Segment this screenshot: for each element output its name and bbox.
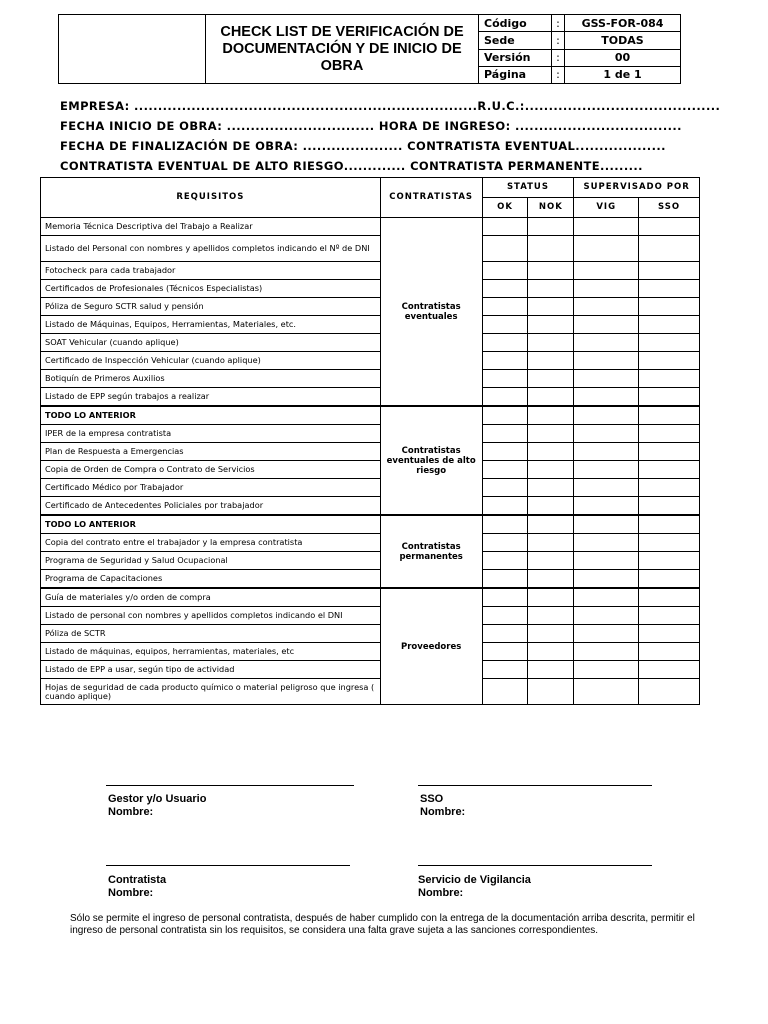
requisito-cell: Certificado Médico por Trabajador [41, 479, 381, 497]
sso-checkbox-cell[interactable] [639, 236, 700, 262]
nok-checkbox-cell[interactable] [528, 497, 574, 516]
table-row [41, 298, 700, 316]
version-value: 00 [565, 49, 681, 66]
table-row [41, 352, 700, 370]
ok-checkbox-cell[interactable] [482, 316, 528, 334]
requisito-cell: Plan de Respuesta a Emergencias [41, 443, 381, 461]
sso-checkbox-cell[interactable] [639, 607, 700, 625]
nok-checkbox-cell[interactable] [528, 388, 574, 407]
requisito-cell: Listado de personal con nombres y apellidos completos indicando el DNI [41, 607, 381, 625]
sso-checkbox-cell[interactable] [639, 588, 700, 607]
table-row [41, 625, 700, 643]
vig-checkbox-cell[interactable] [574, 515, 639, 534]
table-row [41, 643, 700, 661]
pagina-colon: : [552, 66, 565, 83]
vig-checkbox-cell[interactable] [574, 388, 639, 407]
vig-checkbox-cell[interactable] [574, 497, 639, 516]
gestor-label: Gestor y/o Usuario [108, 793, 207, 805]
vig-checkbox-cell[interactable] [574, 262, 639, 280]
fecha-inicio-field[interactable]: FECHA INICIO DE OBRA: ............................... HORA DE INGRESO: ................................... [60, 119, 682, 133]
requisito-cell: Copia de Orden de Compra o Contrato de Servicios [41, 461, 381, 479]
ok-checkbox-cell[interactable] [482, 370, 528, 388]
codigo-colon: : [552, 15, 565, 32]
vig-checkbox-cell[interactable] [574, 443, 639, 461]
nok-checkbox-cell[interactable] [528, 370, 574, 388]
signature-gestor [108, 793, 206, 819]
sso-checkbox-cell[interactable] [639, 497, 700, 516]
nok-checkbox-cell[interactable] [528, 334, 574, 352]
ok-checkbox-cell[interactable] [482, 570, 528, 589]
form-fields [60, 96, 720, 176]
table-row [41, 679, 700, 705]
vig-checkbox-cell[interactable] [574, 461, 639, 479]
sso-checkbox-cell[interactable] [639, 298, 700, 316]
table-row [41, 280, 700, 298]
nok-checkbox-cell[interactable] [528, 461, 574, 479]
vig-checkbox-cell[interactable] [574, 661, 639, 679]
requisito-cell: Listado de EPP según trabajos a realizar [41, 388, 381, 407]
vig-checkbox-cell[interactable] [574, 280, 639, 298]
ok-checkbox-cell[interactable] [482, 625, 528, 643]
table-row [41, 406, 700, 425]
sede-colon: : [552, 32, 565, 49]
table-row [41, 262, 700, 280]
ok-checkbox-cell[interactable] [482, 443, 528, 461]
ok-checkbox-cell[interactable] [482, 334, 528, 352]
sso-checkbox-cell[interactable] [639, 643, 700, 661]
sso-checkbox-cell[interactable] [639, 218, 700, 236]
sso-checkbox-cell[interactable] [639, 679, 700, 705]
ok-checkbox-cell[interactable] [482, 218, 528, 236]
vig-checkbox-cell[interactable] [574, 607, 639, 625]
vig-checkbox-cell[interactable] [574, 298, 639, 316]
vig-checkbox-cell[interactable] [574, 570, 639, 589]
table-row [41, 236, 700, 262]
category-cell: Contratistas eventuales [380, 218, 482, 407]
requisito-cell: Certificado de Inspección Vehicular (cuando aplique) [41, 352, 381, 370]
table-row [41, 218, 700, 236]
empresa-ruc-field[interactable]: EMPRESA: ........................................................................R.U.C.:......................................... [60, 99, 721, 113]
col-supervisado: SUPERVISADO POR [574, 178, 700, 198]
vig-checkbox-cell[interactable] [574, 370, 639, 388]
requisito-cell: Copia del contrato entre el trabajador y la empresa contratista [41, 534, 381, 552]
nok-checkbox-cell[interactable] [528, 443, 574, 461]
contratista-nombre-label: Nombre: [108, 887, 154, 899]
col-ok: OK [482, 198, 528, 218]
ok-checkbox-cell[interactable] [482, 425, 528, 443]
table-row [41, 607, 700, 625]
requisito-cell: Fotocheck para cada trabajador [41, 262, 381, 280]
requisito-cell: TODO LO ANTERIOR [41, 406, 381, 425]
signature-contratista [108, 874, 166, 900]
vig-checkbox-cell[interactable] [574, 588, 639, 607]
vig-checkbox-cell[interactable] [574, 625, 639, 643]
nok-checkbox-cell[interactable] [528, 280, 574, 298]
sso-checkbox-cell[interactable] [639, 534, 700, 552]
sso-checkbox-cell[interactable] [639, 515, 700, 534]
signature-line-sso [418, 785, 652, 786]
ok-checkbox-cell[interactable] [482, 388, 528, 407]
logo-area [59, 15, 206, 84]
requisito-cell: Listado del Personal con nombres y apellidos completos indicando el Nº de DNI [41, 236, 381, 262]
category-cell: Proveedores [380, 588, 482, 705]
col-requisitos: REQUISITOS [41, 178, 381, 218]
vig-checkbox-cell[interactable] [574, 479, 639, 497]
sso-checkbox-cell[interactable] [639, 388, 700, 407]
version-colon: : [552, 49, 565, 66]
version-label: Versión [479, 49, 552, 66]
vigilancia-label: Servicio de Vigilancia [418, 874, 531, 886]
sso-checkbox-cell[interactable] [639, 370, 700, 388]
nok-checkbox-cell[interactable] [528, 298, 574, 316]
ok-checkbox-cell[interactable] [482, 461, 528, 479]
requisito-cell: Certificados de Profesionales (Técnicos Especialistas) [41, 280, 381, 298]
ok-checkbox-cell[interactable] [482, 552, 528, 570]
sso-checkbox-cell[interactable] [639, 552, 700, 570]
ok-checkbox-cell[interactable] [482, 679, 528, 705]
nok-checkbox-cell[interactable] [528, 661, 574, 679]
requisito-cell: Hojas de seguridad de cada producto químico o material peligroso que ingresa ( cuando aplique) [41, 679, 381, 705]
requisito-cell: SOAT Vehicular (cuando aplique) [41, 334, 381, 352]
sso-checkbox-cell[interactable] [639, 334, 700, 352]
document-header [58, 14, 681, 84]
signature-sso [420, 793, 465, 819]
requisito-cell: Listado de máquinas, equipos, herramientas, materiales, etc [41, 643, 381, 661]
col-contratistas: CONTRATISTAS [380, 178, 482, 218]
vig-checkbox-cell[interactable] [574, 218, 639, 236]
requisito-cell: IPER de la empresa contratista [41, 425, 381, 443]
vig-checkbox-cell[interactable] [574, 406, 639, 425]
requisito-cell: Programa de Capacitaciones [41, 570, 381, 589]
requisito-cell: Certificado de Antecedentes Policiales por trabajador [41, 497, 381, 516]
nok-checkbox-cell[interactable] [528, 588, 574, 607]
ok-checkbox-cell[interactable] [482, 643, 528, 661]
contratista-tipo-field[interactable]: CONTRATISTA EVENTUAL DE ALTO RIESGO............. CONTRATISTA PERMANENTE......... [60, 159, 643, 173]
category-cell: Contratistas eventuales de alto riesgo [380, 406, 482, 515]
sso-checkbox-cell[interactable] [639, 425, 700, 443]
signature-vigilancia [418, 874, 531, 900]
nok-checkbox-cell[interactable] [528, 643, 574, 661]
document-title: CHECK LIST DE VERIFICACIÓN DE DOCUMENTACIÓN Y DE INICIO DE OBRA [206, 15, 479, 84]
requisito-cell: Listado de Máquinas, Equipos, Herramientas, Materiales, etc. [41, 316, 381, 334]
sso-label: SSO [420, 793, 444, 805]
requisito-cell: Memoria Técnica Descriptiva del Trabajo a Realizar [41, 218, 381, 236]
nok-checkbox-cell[interactable] [528, 534, 574, 552]
contratista-label: Contratista [108, 874, 167, 886]
sso-checkbox-cell[interactable] [639, 570, 700, 589]
nok-checkbox-cell[interactable] [528, 607, 574, 625]
table-row [41, 570, 700, 589]
nok-checkbox-cell[interactable] [528, 352, 574, 370]
sso-checkbox-cell[interactable] [639, 316, 700, 334]
vig-checkbox-cell[interactable] [574, 236, 639, 262]
nok-checkbox-cell[interactable] [528, 479, 574, 497]
ok-checkbox-cell[interactable] [482, 515, 528, 534]
ok-checkbox-cell[interactable] [482, 588, 528, 607]
nok-checkbox-cell[interactable] [528, 679, 574, 705]
gestor-nombre-label: Nombre: [108, 806, 154, 818]
sso-checkbox-cell[interactable] [639, 406, 700, 425]
vig-checkbox-cell[interactable] [574, 352, 639, 370]
sso-checkbox-cell[interactable] [639, 443, 700, 461]
signature-line-gestor [106, 785, 354, 786]
vig-checkbox-cell[interactable] [574, 425, 639, 443]
sso-checkbox-cell[interactable] [639, 262, 700, 280]
pagina-label: Página [479, 66, 552, 83]
vig-checkbox-cell[interactable] [574, 334, 639, 352]
table-row [41, 479, 700, 497]
table-row [41, 370, 700, 388]
ok-checkbox-cell[interactable] [482, 497, 528, 516]
table-row [41, 316, 700, 334]
ok-checkbox-cell[interactable] [482, 298, 528, 316]
sede-label: Sede [479, 32, 552, 49]
vigilancia-nombre-label: Nombre: [418, 887, 464, 899]
ok-checkbox-cell[interactable] [482, 607, 528, 625]
table-row [41, 661, 700, 679]
vig-checkbox-cell[interactable] [574, 679, 639, 705]
table-row [41, 515, 700, 534]
ok-checkbox-cell[interactable] [482, 352, 528, 370]
category-cell: Contratistas permanentes [380, 515, 482, 588]
ok-checkbox-cell[interactable] [482, 280, 528, 298]
pagina-value: 1 de 1 [565, 66, 681, 83]
signature-line-vigilancia [418, 865, 652, 866]
table-row [41, 552, 700, 570]
vig-checkbox-cell[interactable] [574, 534, 639, 552]
ok-checkbox-cell[interactable] [482, 406, 528, 425]
requisito-cell: Póliza de SCTR [41, 625, 381, 643]
requisito-cell: Listado de EPP a usar, según tipo de actividad [41, 661, 381, 679]
table-row [41, 443, 700, 461]
requisito-cell: Póliza de Seguro SCTR salud y pensión [41, 298, 381, 316]
footer-note: Sólo se permite el ingreso de personal contratista, después de haber cumplido con la entrega de la documentación arriba descrita, permitir el ingreso de personal contratista sin los requisitos, se considera una falta grave sujeta a las sanciones correspondientes. [70, 913, 695, 936]
fecha-finalizacion-field[interactable]: FECHA DE FINALIZACIÓN DE OBRA: ..................... CONTRATISTA EVENTUAL................... [60, 139, 666, 153]
sso-checkbox-cell[interactable] [639, 280, 700, 298]
requisito-cell: TODO LO ANTERIOR [41, 515, 381, 534]
sso-checkbox-cell[interactable] [639, 661, 700, 679]
requisito-cell: Programa de Seguridad y Salud Ocupacional [41, 552, 381, 570]
table-row [41, 388, 700, 407]
nok-checkbox-cell[interactable] [528, 262, 574, 280]
table-row [41, 588, 700, 607]
requisito-cell: Guía de materiales y/o orden de compra [41, 588, 381, 607]
vig-checkbox-cell[interactable] [574, 552, 639, 570]
ok-checkbox-cell[interactable] [482, 661, 528, 679]
sso-checkbox-cell[interactable] [639, 461, 700, 479]
table-row [41, 334, 700, 352]
codigo-value: GSS-FOR-084 [565, 15, 681, 32]
nok-checkbox-cell[interactable] [528, 625, 574, 643]
col-vig: VIG [574, 198, 639, 218]
vig-checkbox-cell[interactable] [574, 316, 639, 334]
ok-checkbox-cell[interactable] [482, 479, 528, 497]
nok-checkbox-cell[interactable] [528, 425, 574, 443]
ok-checkbox-cell[interactable] [482, 236, 528, 262]
sso-checkbox-cell[interactable] [639, 352, 700, 370]
col-sso: SSO [639, 198, 700, 218]
nok-checkbox-cell[interactable] [528, 552, 574, 570]
requisito-cell: Botiquín de Primeros Auxilios [41, 370, 381, 388]
table-row [41, 534, 700, 552]
table-row [41, 497, 700, 516]
sso-nombre-label: Nombre: [420, 806, 466, 818]
checklist-table [40, 177, 700, 705]
nok-checkbox-cell[interactable] [528, 316, 574, 334]
codigo-label: Código [479, 15, 552, 32]
ok-checkbox-cell[interactable] [482, 262, 528, 280]
col-nok: NOK [528, 198, 574, 218]
nok-checkbox-cell[interactable] [528, 515, 574, 534]
nok-checkbox-cell[interactable] [528, 236, 574, 262]
nok-checkbox-cell[interactable] [528, 218, 574, 236]
ok-checkbox-cell[interactable] [482, 534, 528, 552]
sede-value: TODAS [565, 32, 681, 49]
table-row [41, 425, 700, 443]
nok-checkbox-cell[interactable] [528, 406, 574, 425]
nok-checkbox-cell[interactable] [528, 570, 574, 589]
vig-checkbox-cell[interactable] [574, 643, 639, 661]
table-row [41, 461, 700, 479]
sso-checkbox-cell[interactable] [639, 625, 700, 643]
sso-checkbox-cell[interactable] [639, 479, 700, 497]
col-status: STATUS [482, 178, 574, 198]
signature-line-contratista [106, 865, 350, 866]
